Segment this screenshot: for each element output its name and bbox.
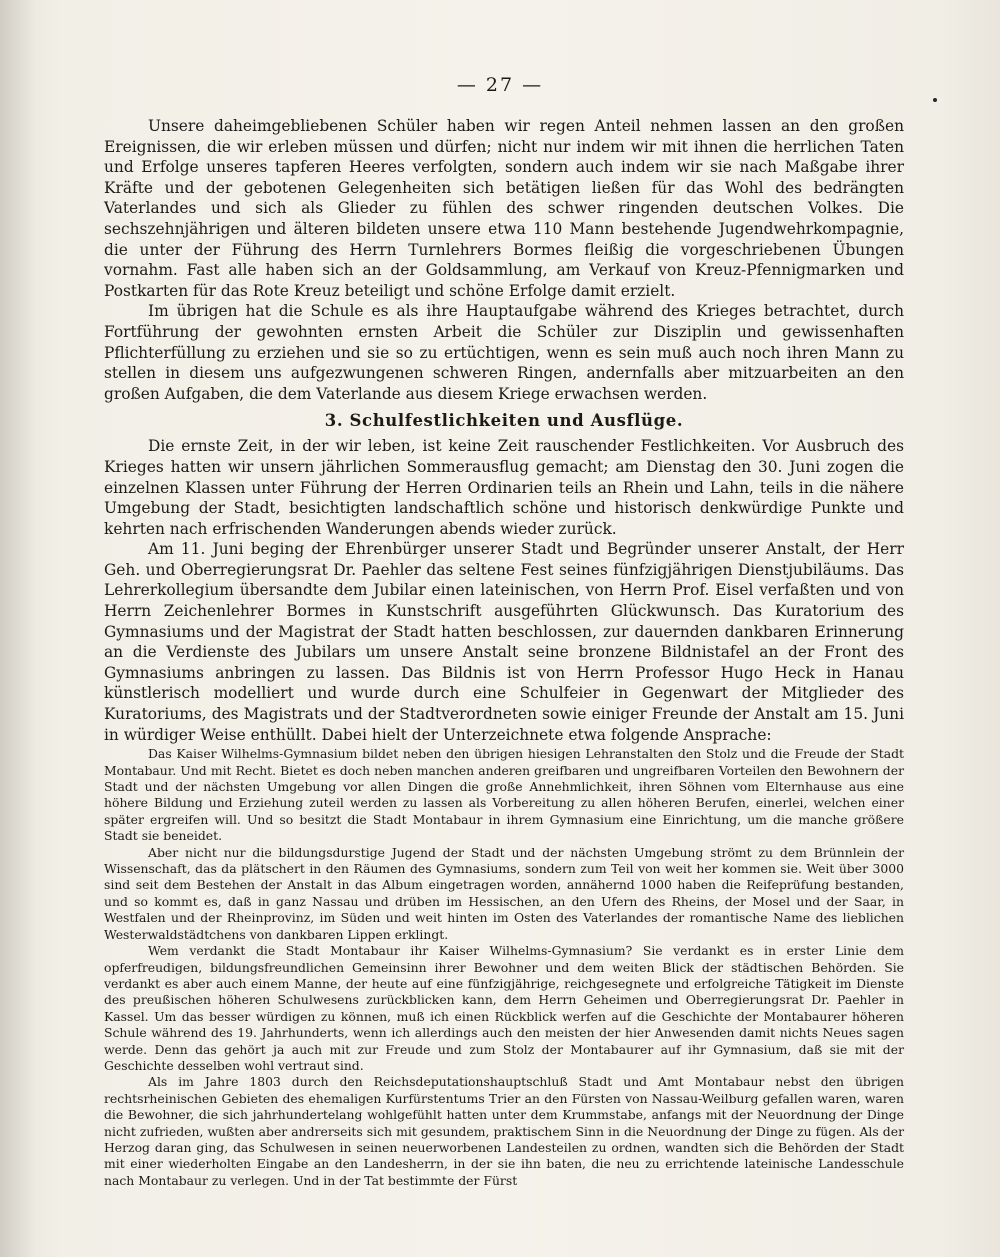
text-column <box>104 116 904 1189</box>
speech-paragraph: Als im Jahre 1803 durch den Reichsdeputationshauptschluß Stadt und Amt Montabaur nebst den übrigen rechtsrheinischen Gebieten des ehemaligen Kurfürstentums Trier an den Fürsten von Nassau-Weilburg gefallen waren, waren die Bewohner, die sich jahrhundertelang wohlgefühlt hatten unter dem Krummstabe, anfangs mit der Neuordnung der Dinge nicht zufrieden, wußten aber andrerseits sich mit gesundem, praktischem Sinn in die Neuordnung der Dinge zu fügen. Als der Herzog daran ging, das Schulwesen in seinen neuerworbenen Landesteilen zu ordnen, wandten sich die Behörden der Stadt mit einer wiederholten Eingabe an den Landesherrn, in der sie ihn baten, die neu zu errichtende lateinische Landesschule nach Montabaur zu verlegen. Und in der Tat bestimmte der Fürst <box>104 1074 904 1188</box>
speech-block <box>104 746 904 1189</box>
paragraph: Die ernste Zeit, in der wir leben, ist keine Zeit rauschender Festlichkeiten. Vor Ausbruch des Krieges hatten wir unsern jährlichen Sommerausflug gemacht; am Dienstag den 30. Juni zogen die einzelnen Klassen unter Führung der Herren Ordinarien teils an Rhein und Lahn, teils in die nähere Umgebung der Stadt, besichtigten landschaftlich schöne und historisch denkwürdige Punkte und kehrten nach erfrischenden Wanderungen abends wieder zurück. <box>104 437 904 538</box>
speech-paragraph: Das Kaiser Wilhelms-Gymnasium bildet neben den übrigen hiesigen Lehranstalten den Stolz und die Freude der Stadt Montabaur. Und mit Recht. Bietet es doch neben manchen anderen greifbaren und ungreifbaren Vorteilen den Bewohnern der Stadt und der nächsten Umgebung vor allen Dingen die große Annehmlichkeit, ihren Söhnen vom Elternhause aus eine höhere Bildung und Erziehung zuteil werden zu lassen als Vorbereitung zu allen höheren Berufen, einerlei, welchen einer später ergreifen will. Und so besitzt die Stadt Montabaur in ihrem Gymnasium eine Einrichtung, um die manche größere Stadt sie beneidet. <box>104 746 904 844</box>
paragraph: Am 11. Juni beging der Ehrenbürger unserer Stadt und Begründer unserer Anstalt, der Herr Geh. und Oberregierungsrat Dr. Paehler das seltene Fest seines fünfzigjährigen Dienstjubiläums. Das Lehrerkollegium übersandte dem Jubilar einen lateinischen, von Herrn Prof. Eisel verfaßten und von Herrn Zeichenlehrer Bormes in Kunstschrift ausgeführten Glückwunsch. Das Kuratorium des Gymnasiums und der Magistrat der Stadt hatten beschlossen, zur dauernden dankbaren Erinnerung an die Verdienste des Jubilars um unsere Anstalt seine bronzene Bildnistafel an der Front des Gymnasiums anbringen zu lassen. Das Bildnis ist von Herrn Professor Hugo Heck in Hanau künstlerisch modelliert und wurde durch eine Schulfeier in Gegenwart der Mitglieder des Kuratoriums, des Magistrats und der Stadtverordneten sowie einiger Freunde der Anstalt am 15. Juni in würdiger Weise enthüllt. Dabei hielt der Unterzeichnete etwa folgende Ansprache: <box>104 540 904 744</box>
intro-block <box>104 116 904 404</box>
paragraph: Im übrigen hat die Schule es als ihre Hauptaufgabe während des Krieges betrachtet, durch Fortführung der gewohnten ernsten Arbeit die Schüler zur Disziplin und gewissenhaften Pflichterfüllung zu erziehen und sie so zu ertüchtigen, wenn es sein muß auch noch ihren Mann zu stellen in diesem uns aufgezwungenen schweren Ringen, andernfalls aber mitzuarbeiten an den großen Aufgaben, die dem Vaterlande aus diesem Kriege erwachsen werden. <box>104 302 904 403</box>
paragraph: Unsere daheimgebliebenen Schüler haben wir regen Anteil nehmen lassen an den großen Ereignissen, die wir erleben müssen und dürfen; nicht nur indem wir mit ihnen die herrlichen Taten und Erfolge unseres tapferen Heeres verfolgten, sondern auch indem wir sie nach Maßgabe ihrer Kräfte und der gebotenen Gelegenheiten sich betätigen ließen für das Wohl des bedrängten Vaterlandes und sich als Glieder zu fühlen des schwer ringenden deutschen Volkes. Die sechszehnjährigen und älteren bildeten unsere etwa 110 Mann bestehende Jugendwehrkompagnie, die unter der Führung des Herrn Turnlehrers Bormes fleißig die vorgeschriebenen Übungen vornahm. Fast alle haben sich an der Goldsammlung, am Verkauf von Kreuz-Pfennigmarken und Postkarten für das Rote Kreuz beteiligt und schöne Erfolge damit erzielt. <box>104 117 904 300</box>
page-number: — 27 — <box>456 74 544 96</box>
ink-speck <box>933 98 937 102</box>
section-heading: 3. Schulfestlichkeiten und Ausflüge. <box>324 411 684 431</box>
speech-paragraph: Aber nicht nur die bildungsdurstige Jugend der Stadt und der nächsten Umgebung strömt zu dem Brünnlein der Wissenschaft, das da plätschert in den Räumen des Gymnasiums, sondern zum Teil von weit her kommen sie. Weit über 3000 sind seit dem Bestehen der Anstalt in das Album eingetragen worden, annähernd 1000 haben die Reifeprüfung bestanden, und so kommt es, daß in ganz Nassau und drüben im Hessischen, an den Ufern des Rheins, der Mosel und der Saar, in Westfalen und der Rheinprovinz, im Süden und weit hinten im Osten des Vaterlandes der romantische Name des lieblichen Westerwaldstädtchens von dankbaren Lippen erklingt. <box>104 844 904 942</box>
section-body <box>104 436 904 745</box>
speech-paragraph: Wem verdankt die Stadt Montabaur ihr Kaiser Wilhelms-Gymnasium? Sie verdankt es in erster Linie dem opferfreudigen, bildungsfreundlichen Gemeinsinn ihrer Bewohner und dem weiten Blick der städtischen Behörden. Sie verdankt es aber auch einem Manne, der heute auf eine fünfzigjährige, reichgesegnete und erfolgreiche Tätigkeit im Dienste des preußischen höheren Schulwesens zurückblicken kann, dem Herrn Geheimen und Oberregierungsrat Dr. Paehler in Kassel. Um das besser würdigen zu können, muß ich einen Rückblick werfen auf die Geschichte der Montabaurer höheren Schule während des 19. Jahrhunderts, wenn ich allerdings auch den meisten der hier Anwesenden damit nichts Neues sagen werde. Denn das gehört ja auch mit zur Freude und zum Stolz der Montabaurer auf ihr Gymnasium, daß sie mit der Geschichte desselben wohl vertraut sind. <box>104 943 904 1073</box>
binding-shadow <box>0 0 36 1257</box>
